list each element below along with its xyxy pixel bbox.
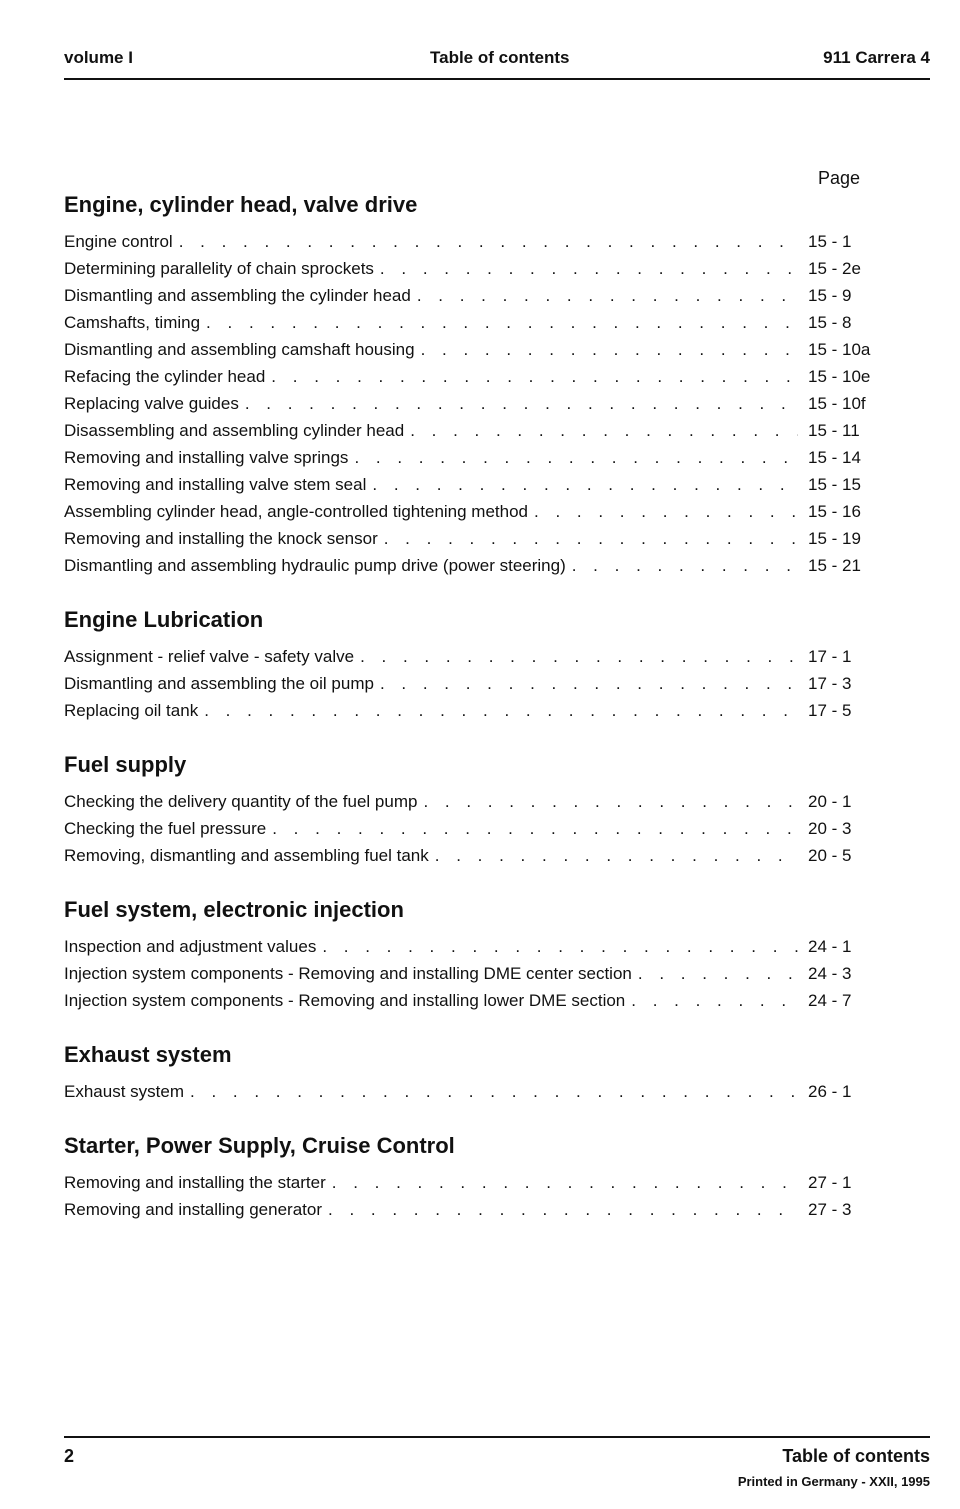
entry-page: 15 - 10a	[808, 340, 871, 359]
dot-leader	[245, 394, 798, 414]
entry-page: 15 - 15	[808, 475, 861, 494]
entry-page: 15 - 8	[808, 313, 852, 332]
toc-entry	[64, 819, 880, 846]
section-title: Fuel supply	[64, 752, 187, 777]
dot-leader	[417, 286, 798, 306]
entry-page: 15 - 10e	[808, 367, 871, 386]
entry-title: Disassembling and assembling cylinder head	[64, 421, 405, 440]
toc-entry	[64, 991, 880, 1018]
dot-leader	[354, 448, 798, 468]
entry-title: Determining parallelity of chain sprockets	[64, 259, 374, 278]
toc-entry	[64, 448, 880, 475]
header-volume: volume I	[64, 48, 133, 67]
toc-entry	[64, 1173, 880, 1200]
entry-page: 20 - 5	[808, 846, 852, 865]
dot-leader	[572, 556, 798, 576]
toc-entry	[64, 502, 880, 529]
toc-entry	[64, 1082, 880, 1109]
dot-leader	[322, 937, 798, 957]
entry-title: Dismantling and assembling the cylinder head	[64, 286, 411, 305]
entry-title: Inspection and adjustment values	[64, 937, 317, 956]
toc-entry	[64, 367, 880, 394]
toc-entry	[64, 701, 880, 728]
dot-leader	[190, 1082, 798, 1102]
entry-page: 15 - 21	[808, 556, 861, 575]
page-column-label: Page	[818, 168, 861, 188]
entry-page: 15 - 19	[808, 529, 861, 548]
dot-leader	[534, 502, 798, 522]
entry-page: 15 - 16	[808, 502, 861, 521]
dot-leader	[179, 232, 798, 252]
entry-title: Checking the delivery quantity of the fuel pump	[64, 792, 418, 811]
entry-title: Assignment - relief valve - safety valve	[64, 647, 355, 666]
toc-entry	[64, 1200, 880, 1227]
dot-leader	[372, 475, 798, 495]
entry-page: 15 - 14	[808, 448, 861, 467]
toc-entry	[64, 286, 880, 313]
toc-section	[64, 897, 880, 1018]
toc-entry	[64, 232, 880, 259]
toc-entry	[64, 556, 880, 583]
entry-title: Camshafts, timing	[64, 313, 201, 332]
dot-leader	[631, 991, 798, 1011]
dot-leader	[410, 421, 798, 441]
entry-page: 17 - 5	[808, 701, 852, 720]
entry-title: Dismantling and assembling hydraulic pump drive (power steering)	[64, 556, 566, 575]
entry-page: 15 - 2e	[808, 259, 861, 278]
dot-leader	[360, 647, 798, 667]
entry-page: 17 - 1	[808, 647, 852, 666]
table-of-contents	[64, 192, 880, 1251]
entry-title: Removing and installing the starter	[64, 1173, 326, 1192]
entry-page: 17 - 3	[808, 674, 852, 693]
section-title: Fuel system, electronic injection	[64, 897, 404, 922]
toc-section	[64, 752, 880, 873]
toc-entry	[64, 340, 880, 367]
entry-page: 20 - 3	[808, 819, 852, 838]
entry-title: Exhaust system	[64, 1082, 184, 1101]
toc-entry	[64, 529, 880, 556]
footer-title: Table of contents	[782, 1446, 930, 1466]
toc-entry	[64, 475, 880, 502]
entry-title: Removing and installing valve springs	[64, 448, 349, 467]
entry-page: 15 - 11	[808, 421, 860, 440]
toc-section	[64, 192, 880, 583]
toc-entry	[64, 792, 880, 819]
entry-title: Dismantling and assembling camshaft housing	[64, 340, 415, 359]
toc-entry	[64, 421, 880, 448]
footer-printed-note: Printed in Germany - XXII, 1995	[737, 1474, 930, 1489]
dot-leader	[206, 313, 798, 333]
entry-page: 15 - 1	[808, 232, 852, 251]
entry-title: Removing and installing valve stem seal	[64, 475, 367, 494]
entry-title: Removing, dismantling and assembling fuel tank	[64, 846, 429, 865]
entry-title: Engine control	[64, 232, 173, 251]
footer-page-number: 2	[64, 1446, 75, 1466]
toc-section	[64, 1133, 880, 1227]
entry-title: Refacing the cylinder head	[64, 367, 266, 386]
toc-entry	[64, 647, 880, 674]
toc-section	[64, 1042, 880, 1109]
section-title: Engine, cylinder head, valve drive	[64, 192, 418, 217]
footer-rule	[64, 1436, 930, 1438]
section-title: Starter, Power Supply, Cruise Control	[64, 1133, 455, 1158]
dot-leader	[380, 259, 798, 279]
toc-entry	[64, 259, 880, 286]
dot-leader	[204, 701, 798, 721]
toc-entry	[64, 313, 880, 340]
entry-page: 27 - 3	[808, 1200, 852, 1219]
entry-title: Dismantling and assembling the oil pump	[64, 674, 374, 693]
section-title: Engine Lubrication	[64, 607, 264, 632]
dot-leader	[435, 846, 798, 866]
dot-leader	[421, 340, 798, 360]
entry-page: 24 - 3	[808, 964, 852, 983]
entry-title: Injection system components - Removing and installing lower DME section	[64, 991, 626, 1010]
toc-entry	[64, 674, 880, 701]
entry-title: Assembling cylinder head, angle-controlled tightening method	[64, 502, 529, 521]
dot-leader	[423, 792, 798, 812]
dot-leader	[271, 367, 798, 387]
toc-entry	[64, 846, 880, 873]
entry-page: 24 - 7	[808, 991, 852, 1010]
entry-title: Checking the fuel pressure	[64, 819, 267, 838]
entry-page: 15 - 10f	[808, 394, 866, 413]
entry-page: 15 - 9	[808, 286, 852, 305]
dot-leader	[638, 964, 798, 984]
dot-leader	[384, 529, 798, 549]
dot-leader	[328, 1200, 798, 1220]
section-title: Exhaust system	[64, 1042, 232, 1067]
entry-title: Replacing valve guides	[64, 394, 239, 413]
entry-page: 24 - 1	[808, 937, 852, 956]
entry-page: 26 - 1	[808, 1082, 852, 1101]
entry-title: Replacing oil tank	[64, 701, 199, 720]
entry-title: Removing and installing generator	[64, 1200, 322, 1219]
dot-leader	[332, 1173, 798, 1193]
entry-title: Injection system components - Removing and installing DME center section	[64, 964, 632, 983]
entry-title: Removing and installing the knock sensor	[64, 529, 378, 548]
toc-section	[64, 607, 880, 728]
entry-page: 20 - 1	[808, 792, 852, 811]
toc-entry	[64, 964, 880, 991]
header-model: 911 Carrera 4	[823, 48, 930, 67]
dot-leader	[380, 674, 798, 694]
toc-entry	[64, 394, 880, 421]
page-header	[64, 44, 930, 80]
dot-leader	[272, 819, 798, 839]
header-title: Table of contents	[430, 48, 570, 67]
toc-entry	[64, 937, 880, 964]
entry-page: 27 - 1	[808, 1173, 852, 1192]
